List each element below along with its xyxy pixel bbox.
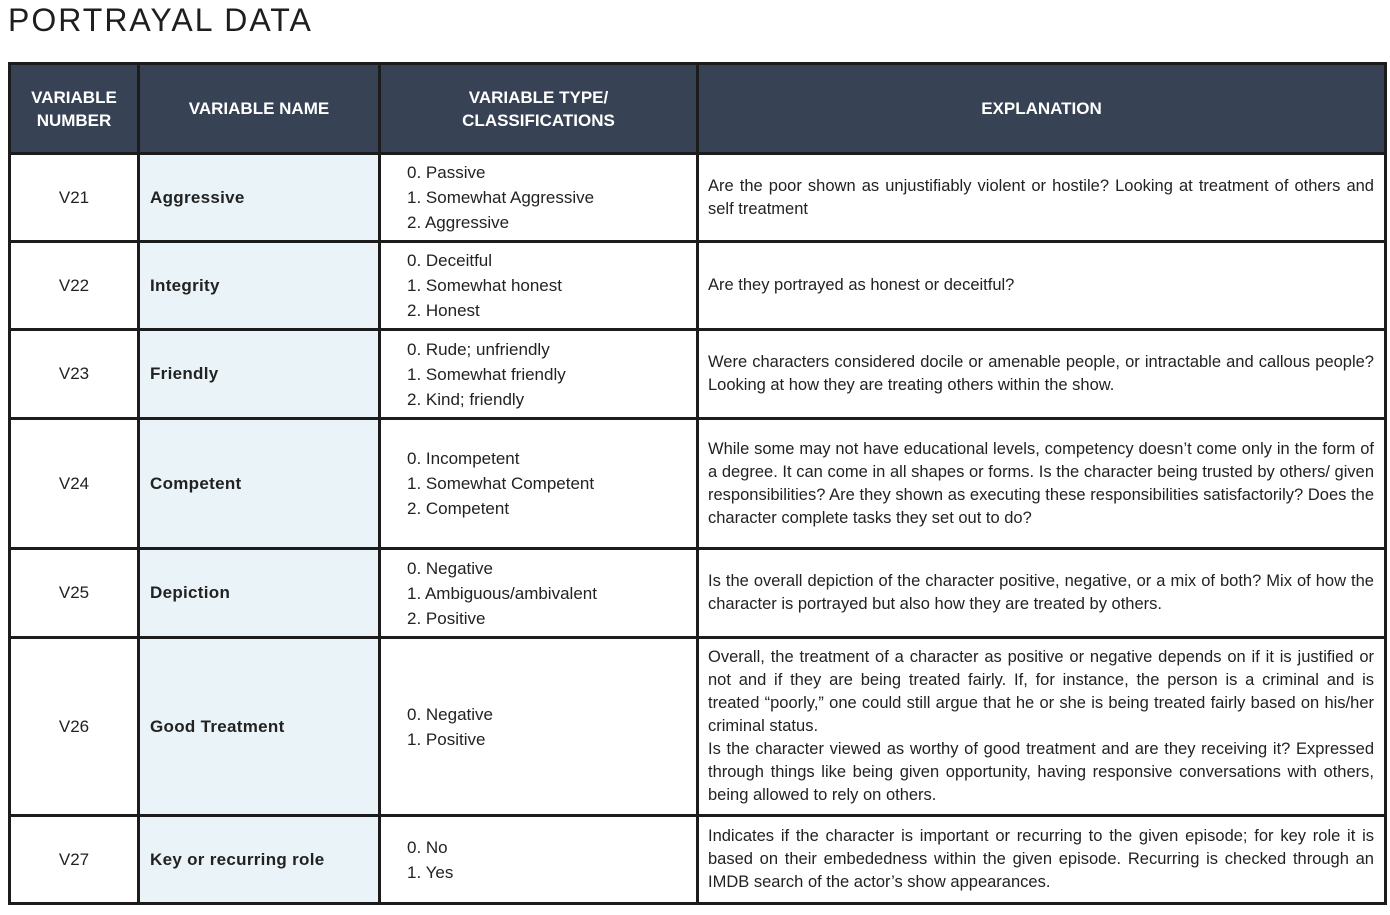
header-variable-number-label: VARIABLE NUMBER: [31, 87, 117, 130]
classification-option: 1. Ambiguous/ambivalent: [407, 583, 597, 603]
variable-number-cell: V24: [10, 419, 139, 549]
table-row: [10, 330, 1386, 419]
variable-name-cell: Friendly: [139, 330, 380, 419]
page-title: PORTRAYAL DATA: [8, 2, 313, 38]
classification-option: 2. Positive: [407, 608, 486, 628]
classification-option: 0. Deceitful: [407, 251, 493, 270]
explanation-cell: [698, 154, 1386, 242]
explanation-cell: [698, 638, 1386, 816]
classification-option: 1. Positive: [407, 729, 486, 749]
variable-name-cell: Good Treatment: [139, 638, 380, 816]
header-variable-type: [380, 64, 698, 154]
explanation-cell: [698, 419, 1386, 549]
explanation-paragraph: While some may not have educational levels, competency doesn’t come only in the form of a degree. It can come in all shapes or forms. Is the character being trusted by others/ given responsibilities? Are they shown as executing these responsibilities satisfactorily? Does the character complete tasks they set out to do?: [708, 439, 1374, 527]
explanation-cell: [698, 330, 1386, 419]
explanation-paragraph: Are they portrayed as honest or deceitful?: [708, 276, 1015, 294]
variable-types-cell: [380, 330, 698, 419]
variable-name-cell: Competent: [139, 419, 380, 549]
variable-number-cell: V21: [10, 154, 139, 242]
table-row: [10, 154, 1386, 242]
table-row: [10, 242, 1386, 330]
classification-option: 0. No: [407, 837, 448, 857]
header-variable-name: VARIABLE NAME: [139, 64, 380, 154]
classification-option: 2. Kind; friendly: [407, 389, 525, 409]
variable-types-cell: [380, 154, 698, 242]
header-variable-number: [10, 64, 139, 154]
variable-types-cell: [380, 816, 698, 904]
header-explanation: EXPLANATION: [698, 64, 1386, 154]
variable-name-cell: Depiction: [139, 549, 380, 638]
classification-option: 1. Somewhat friendly: [407, 364, 566, 384]
variable-number-cell: V26: [10, 638, 139, 816]
variable-number-cell: V23: [10, 330, 139, 419]
variable-number-cell: V22: [10, 242, 139, 330]
explanation-paragraph: Is the character viewed as worthy of good treatment and are they receiving it? Expressed through things like being given opportunity, having responsive conversations with others, being allowed to rely on others.: [708, 740, 1374, 804]
variable-number-cell: V25: [10, 549, 139, 638]
classification-option: 2. Honest: [407, 301, 480, 320]
classification-option: 0. Passive: [407, 163, 486, 182]
explanation-cell: [698, 242, 1386, 330]
portrayal-data-table: [8, 62, 1387, 905]
table-header-row: [10, 64, 1386, 154]
explanation-paragraph: Are the poor shown as unjustifiably violent or hostile? Looking at treatment of others and self treatment: [708, 176, 1374, 218]
variable-types-cell: [380, 549, 698, 638]
classification-option: 1. Somewhat Competent: [407, 474, 595, 493]
variable-name-cell: Key or recurring role: [139, 816, 380, 904]
classification-option: 0. Rude; unfriendly: [407, 339, 550, 359]
variable-number-cell: V27: [10, 816, 139, 904]
table-row: [10, 419, 1386, 549]
classification-option: 1. Somewhat honest: [407, 276, 562, 295]
explanation-paragraph: Were characters considered docile or amenable people, or intractable and callous people? Looking at how they are treating others within the show.: [708, 353, 1374, 394]
variable-name-cell: Aggressive: [139, 154, 380, 242]
table-row: [10, 549, 1386, 638]
classification-option: 1. Yes: [407, 862, 454, 882]
explanation-cell: [698, 816, 1386, 904]
classification-option: 0. Negative: [407, 704, 493, 724]
table-row: [10, 816, 1386, 904]
explanation-paragraph: Is the overall depiction of the character positive, negative, or a mix of both? Mix of how the character is portrayed but also how they are treated by others.: [708, 572, 1374, 613]
table-body: [10, 154, 1386, 904]
variable-types-cell: [380, 419, 698, 549]
header-variable-type-label: VARIABLE TYPE/ CLASSIFICATIONS: [462, 87, 615, 130]
variable-name-cell: Integrity: [139, 242, 380, 330]
table-row: [10, 638, 1386, 816]
variable-types-cell: [380, 242, 698, 330]
explanation-paragraph: Indicates if the character is important or recurring to the given episode; for key role it is based on their embededness within the given episode. Recurring is checked through an IMDB search of the actor’s show appearances.: [708, 827, 1374, 891]
explanation-cell: [698, 549, 1386, 638]
classification-option: 2. Competent: [407, 499, 510, 518]
explanation-paragraph: Overall, the treatment of a character as positive or negative depends on if it is justified or not and if they are being treated fairly. If, for instance, the person is a criminal and is treated “poorly,” one could still argue that he or she is being treated fairly based on his/her criminal status.: [708, 648, 1374, 735]
classification-option: 1. Somewhat Aggressive: [407, 188, 595, 207]
classification-option: 0. Incompetent: [407, 449, 520, 468]
classification-option: 0. Negative: [407, 558, 493, 578]
variable-types-cell: [380, 638, 698, 816]
classification-option: 2. Aggressive: [407, 213, 510, 232]
